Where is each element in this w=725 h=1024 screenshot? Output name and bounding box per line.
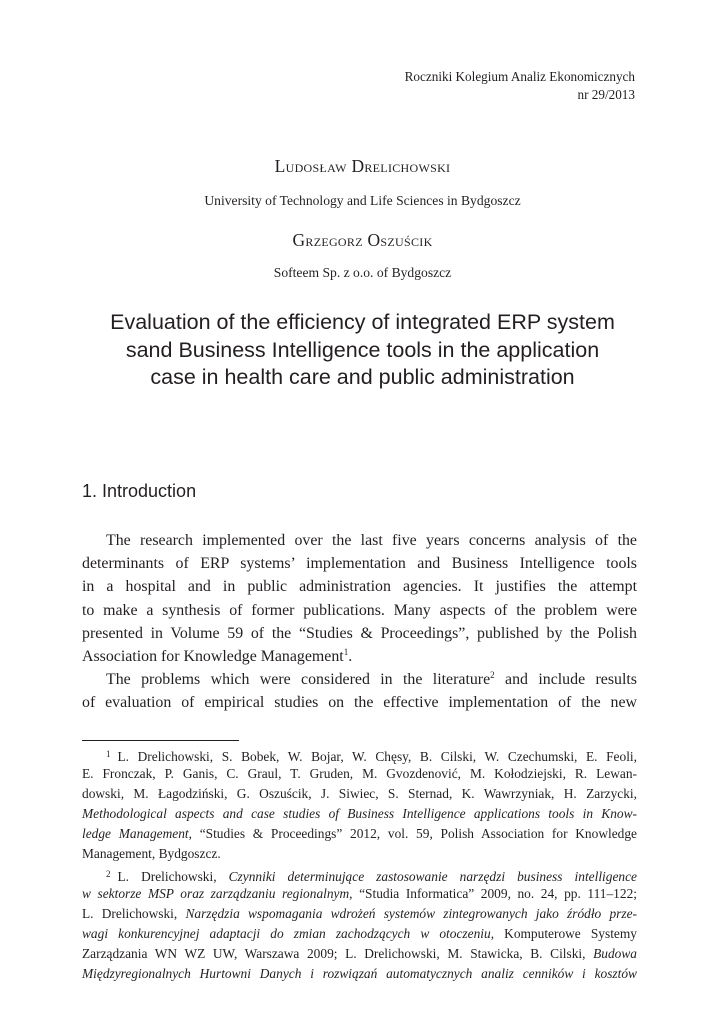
body-line: determinants of ERP systems’ implementation and Business Intelligence tools	[82, 555, 637, 573]
footnote-italic: w sektorze MSP oraz zarządzaniu regionalnym	[82, 886, 350, 901]
body-line: in a hospital and in public administration agencies. It justifies the attempt	[82, 578, 637, 596]
body-text-span: and include results	[494, 671, 637, 689]
footnote-line	[82, 864, 637, 884]
footnote-line	[82, 904, 637, 924]
author-affiliation: Softeem Sp. z o.o. of Bydgoszcz	[273, 265, 452, 280]
footnote-text: Zarządzania WN WZ UW, Warszawa 2009; L. Drelichowski, M. Stawicka, B. Cilski,	[82, 946, 594, 961]
footnote-italic: ledge Management	[82, 826, 189, 841]
footnote-line	[82, 884, 637, 904]
footnote-text: L. Drelichowski,	[117, 869, 229, 884]
footnote-italic: Czynniki determinujące zastosowanie narzędzi business intelligence	[228, 869, 637, 884]
body-line: to make a synthesis of former publications. Many aspects of the problem were	[82, 601, 637, 619]
footnote-line	[82, 924, 637, 944]
body-text-span: Association for Knowledge Management	[82, 647, 344, 665]
footnote-text: , Komputerowe Systemy	[490, 926, 637, 941]
body-line: presented in Volume 59 of the “Studies & Proceedings”, published by the Polish	[82, 624, 637, 642]
footnote-line	[82, 944, 637, 964]
footnote-line	[82, 804, 637, 824]
body-line	[82, 668, 637, 691]
body-text	[82, 529, 637, 715]
author-name: Ludosław Drelichowski	[274, 156, 451, 176]
title-line: case in health care and public administration	[150, 365, 575, 389]
footnote-italic: Narzędzia wspomagania wdrożeń systemów zintegrowanych jako źródło prze-	[185, 906, 637, 921]
footnote-italic: Methodological aspects and case studies of Business Intelligence applications tools in Know-	[82, 806, 637, 821]
journal-name: Roczniki Kolegium Analiz Ekonomicznych	[404, 69, 635, 84]
body-line	[82, 645, 637, 668]
footnote-italic: Budowa	[593, 946, 637, 961]
footnote-line: dowski, M. Łagodziński, G. Oszuścik, J. Siwiec, S. Sternad, K. Wawrzyniak, H. Zarzycki,	[82, 786, 637, 801]
footnote-line	[82, 964, 637, 984]
footnote-number: 2	[106, 869, 111, 879]
footnote-ref: 1	[343, 646, 349, 657]
footnotes	[82, 744, 637, 984]
footnote-line	[82, 824, 637, 844]
footnote-rule	[82, 740, 239, 741]
footnote-italic: Międzyregionalnych Hurtowni Danych i rozwiązań automatycznych analiz cenników i kosztów	[82, 966, 637, 981]
footnote-text: L. Drelichowski, S. Bobek, W. Bojar, W. Chęsy, B. Cilski, W. Czechumski, E. Feoli,	[117, 749, 637, 764]
footnote-text: , “Studia Informatica” 2009, no. 24, pp. 111–122;	[349, 886, 637, 901]
footnote-ref: 2	[490, 670, 495, 681]
footnote-line: E. Fronczak, P. Ganis, C. Graul, T. Gruden, M. Gvozdenović, M. Kołodziejski, R. Lewan-	[82, 766, 637, 781]
footnote-text: , “Studies & Proceedings” 2012, vol. 59, Polish Association for Knowledge	[188, 826, 637, 841]
author-name: Grzegorz Oszuścik	[292, 230, 433, 250]
paper-title	[0, 309, 725, 392]
body-line: of evaluation of empirical studies on the effective implementation of the new	[82, 694, 637, 712]
journal-issue: nr 29/2013	[577, 87, 635, 102]
footnote-line	[82, 744, 637, 764]
title-line: sand Business Intelligence tools in the application	[125, 337, 600, 362]
footnote-text: L. Drelichowski,	[82, 906, 186, 921]
footnote-number: 1	[106, 749, 111, 759]
footnote-italic: wagi konkurencyjnej adaptacji do zmian zachodzących w otoczeniu	[82, 926, 491, 941]
body-line: The research implemented over the last five years concerns analysis of the	[106, 532, 637, 549]
title-line: Evaluation of the efficiency of integrated ERP system	[110, 310, 615, 334]
body-text-span: The problems which were considered in the literature	[106, 671, 491, 689]
journal-header	[405, 68, 635, 104]
footnote-line: Management, Bydgoszcz.	[82, 846, 221, 861]
section-heading: 1. Introduction	[82, 481, 197, 501]
author-affiliation: University of Technology and Life Sciences in Bydgoszcz	[204, 193, 521, 208]
body-text-span: .	[348, 647, 353, 665]
